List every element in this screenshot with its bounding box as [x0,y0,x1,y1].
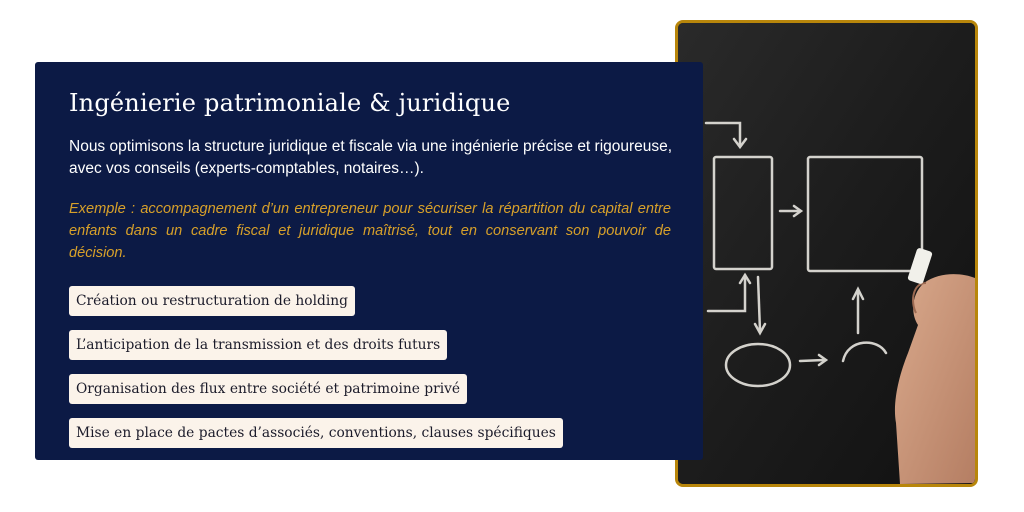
service-panel [35,62,703,460]
service-item: Création ou restructuration de holding [69,286,355,316]
service-item: Organisation des flux entre société et patrimoine privé [69,374,467,404]
section-example: Exemple : accompagnement d’un entrepreneur pour sécuriser la répartition du capital entre enfants dans un cadre fiscal et juridique maîtrisé, tout en conservant son pouvoir de décision. [69,201,671,261]
service-item: L’anticipation de la transmission et des droits futurs [69,330,447,360]
chalkboard-photo [675,20,978,487]
service-list [69,286,669,448]
service-item: Mise en place de pactes d’associés, conventions, clauses spécifiques [69,418,563,448]
section-description: Nous optimisons la structure juridique et fiscale via une ingénierie précise et rigoureuse, avec vos conseils (experts-comptables, notaires…). [69,138,673,177]
section-title: Ingénierie patrimoniale & juridique [69,89,511,117]
